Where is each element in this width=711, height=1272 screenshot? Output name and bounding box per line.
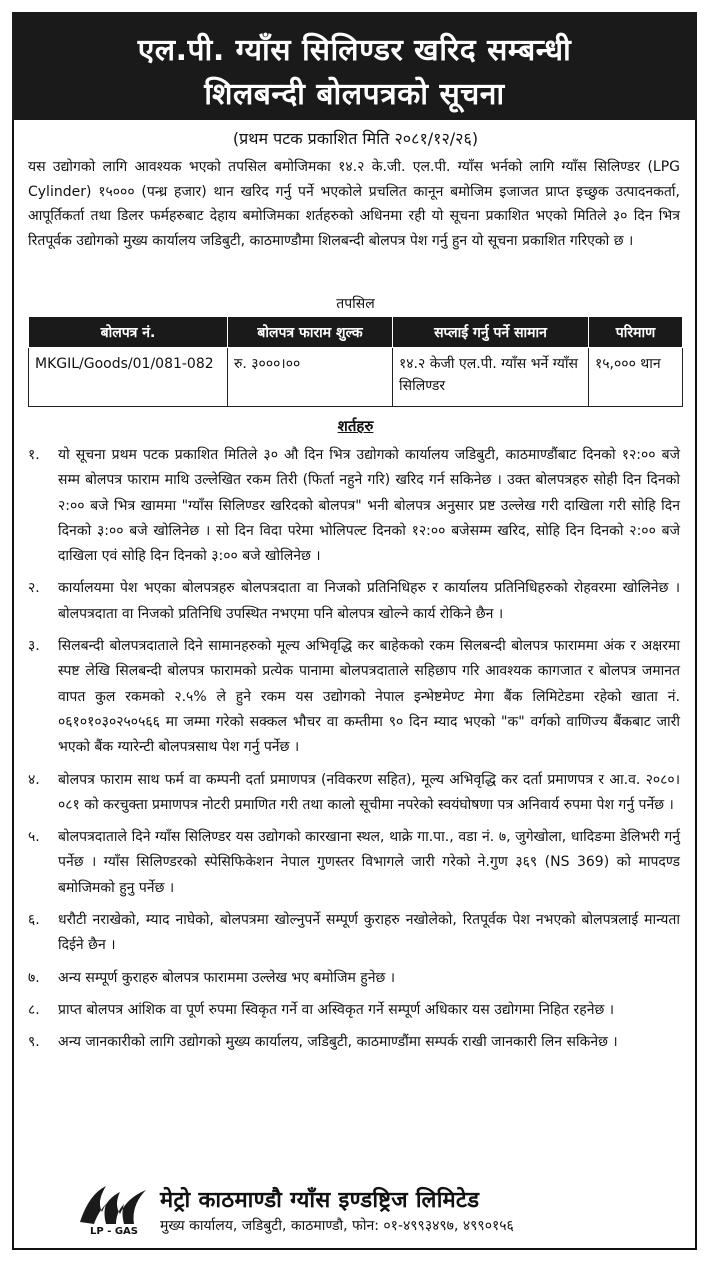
logo-lp-gas-text: LP - GAS <box>90 1226 138 1237</box>
term-text: अन्य सम्पूर्ण कुराहरु बोलपत्र फाराममा उल्लेख भए बमोजिम हुनेछ । <box>58 969 396 986</box>
header-bid-number: बोलपत्र नं. <box>29 317 228 348</box>
cell-bid-number: MKGIL/Goods/01/081-082 <box>29 348 228 407</box>
term-number: ७. <box>28 969 40 986</box>
company-logo <box>76 1182 150 1244</box>
term-number: ५. <box>28 829 40 846</box>
list-item <box>28 634 680 760</box>
table-header-row <box>29 317 683 348</box>
term-text: धरौटी नराखेको, म्याद नाघेको, बोलपत्रमा खोल्नुपर्ने सम्पूर्ण कुराहरु नखोलेको, रितपूर्वक पेश नभएको बोलपत्रलाई मान्यता दिईने छैन । <box>58 912 680 954</box>
company-address: मुख्य कार्यालय, जडिबुटी, काठमाण्डौ, फोन: ०१-४९९३४९७, ४९९०१५६ <box>160 1218 514 1234</box>
term-text: अन्य जानकारीको लागि उद्योगको मुख्य कार्यालय, जडिबुटी, काठमाण्डौंमा सम्पर्क राखी जानकारी लिन सकिनेछ । <box>58 1034 618 1051</box>
cell-form-fee: रु. ३०००।०० <box>228 348 393 407</box>
term-number: ३. <box>28 638 40 655</box>
term-text: बोलपत्रदाताले दिने ग्याँस सिलिण्डर यस उद्योगको कारखाना स्थल, थाक्रे गा.पा., वडा नं. ७, जुगेखोला, धादिङमा डेलिभरी गर्नु पर्नेछ । ग्याँस सिलिण्डरको स्पेसिफिकेशन नेपाल गुणस्तर विभागले जारी गरेको ने.गुण ३६९ (NS 369) को मापदण्ड बमोजिमको हुनु पर्नेछ । <box>58 829 680 896</box>
term-text: कार्यालयमा पेश भएका बोलपत्रहरु बोलपत्रदाता वा निजको प्रतिनिधिहरु र कार्यालय प्रतिनिधिहरुको रोहवरमा खोलिनेछ । बोलपत्रदाता वा निजको प्रतिनिधि उपस्थित नभएमा पनि बोलपत्र खोल्ने कार्य रोकिने छैन । <box>58 580 680 622</box>
list-item <box>28 443 680 569</box>
term-number: ९. <box>28 1034 40 1051</box>
schedule-label: तपसिल <box>336 296 375 312</box>
flame-m-icon <box>76 1182 150 1228</box>
cell-supply-item: १४.२ केजी एल.पी. ग्याँस भर्ने ग्याँस सिलिण्डर <box>393 348 589 407</box>
term-number: ४. <box>28 771 40 788</box>
list-item <box>28 576 680 627</box>
term-number: ६. <box>28 912 40 929</box>
header-quantity: परिमाण <box>589 317 683 348</box>
term-number: २. <box>28 580 40 597</box>
table-row <box>29 348 683 407</box>
intro-paragraph: यस उद्योगको लागि आवश्यक भएको तपसिल बमोजिमका १४.२ के.जी. एल.पी. ग्याँस भर्नको लागि ग्याँस सिलिण्डर (LPG Cylinder) १५००० (पन्ध्र हजार) थान खरिद गर्नु पर्ने भएकोले प्रचलित कानून बमोजिम इजाजत प्राप्त इच्छुक उत्पादनकर्ता, आपूर्तिकर्ता तथा डिलर फर्महरुबाट देहाय बमोजिमका शर्तहरुको अधिनमा रही यो सूचना प्रकाशित भएको मितिले ३० दिन भित्र रितपूर्वक उद्योगको मुख्य कार्यालय जडिबुटी, काठमाण्डौमा शिलबन्दी बोलपत्र पेश गर्नु हुन यो सूचना प्रकाशित गरिएको छ । <box>28 159 680 249</box>
list-item <box>28 998 680 1023</box>
list-item <box>28 825 680 901</box>
header-form-fee: बोलपत्र फाराम शुल्क <box>228 317 393 348</box>
term-text: सिलबन्दी बोलपत्रदाताले दिने सामानहरुको मूल्य अभिवृद्धि कर बाहेकको रकम सिलबन्दी बोलपत्र फाराममा अंक र अक्षरमा स्पष्ट लेखि सिलबन्दी बोलपत्र फारामको प्रत्येक पानामा बोलपत्रदाताले सहिछाप गरि आवश्यक कागजात र बोलपत्र जमानत वापत कुल रकमको २.५% ले हुने रकम यस उद्योगको नेपाल इन्भेष्टमेण्ट मेगा बैंक लिमिटेडमा रहेको खाता नं. ०६१०१०३०२५०५६६ मा जम्मा गरेको सक्कल भौचर वा कम्तीमा ९० दिन म्याद भएको "क" वर्गको वाणिज्य बैंकबाट जारी भएको बैंक ग्यारेन्टी बोलपत्रसाथ पेश गर्नु पर्नेछ । <box>58 638 680 756</box>
list-item <box>28 768 680 819</box>
list-item <box>28 1030 680 1055</box>
list-item <box>28 908 680 959</box>
list-item <box>28 966 680 991</box>
term-text: बोलपत्र फाराम साथ फर्म वा कम्पनी दर्ता प्रमाणपत्र (नविकरण सहित), मूल्य अभिवृद्धि कर दर्ता प्रमाणपत्र र आ.व. २०८०।०८१ को करचुक्ता प्रमाणपत्र नोटरी प्रमाणित गरी तथा कालो सूचीमा नपरेको स्वयंघोषणा पत्र अनिवार्य रुपमा पेश गर्नु पर्नेछ । <box>58 771 680 813</box>
term-text: यो सूचना प्रथम पटक प्रकाशित मितिले ३० औ दिन भित्र उद्योगको कार्यालय जडिबुटी, काठमाण्डौंबाट दिनको १२:०० बजे सम्म बोलपत्र फाराम माथि उल्लेखित रकम तिरी (फिर्ता नहुने गरि) खरिद गर्न सकिनेछ । उक्त बोलपत्रहरु सोही दिन दिनको २:०० बजे भित्र खाममा "ग्याँस सिलिण्डर खरिदको बोलपत्र" भनी बोलपत्र अनुसार प्रष्ट उल्लेख गरी दाखिला गरी सोहि दिन दिनको ३:०० बजे खोलिनेछ । सो दिन विदा परेमा भोलिपल्ट दिनको १२:०० बजेसम्म खरिद, सोहि दिन दिनको २:०० बजे दाखिला एवं सोहि दिन दिनको ३:०० बजे खोलिनेछ । <box>58 447 680 565</box>
term-number: ८. <box>28 1001 40 1018</box>
term-text: प्राप्त बोलपत्र आंशिक वा पूर्ण रुपमा स्विकृत गर्ने वा अस्विकृत गर्ने सम्पूर्ण अधिकार यस उद्योगमा निहित रहनेछ । <box>58 1001 615 1018</box>
notice-title-line-2: शिलबन्दी बोलपत्रको सूचना <box>204 77 505 112</box>
company-name: मेट्रो काठमाण्डौ ग्याँस इण्डष्ट्रिज लिमिटेड <box>160 1188 480 1213</box>
header-supply-item: सप्लाई गर्नु पर्ने सामान <box>393 317 589 348</box>
bid-schedule-table <box>28 316 683 407</box>
notice-title-line-1: एल.पी. ग्याँस सिलिण्डर खरिद सम्बन्धी <box>137 33 572 68</box>
terms-heading: शर्तहरु <box>337 417 374 435</box>
notice-footer <box>28 1182 688 1244</box>
terms-list <box>28 443 680 1063</box>
notice-header <box>12 12 697 120</box>
cell-quantity: १५,००० थान <box>589 348 683 407</box>
term-number: १. <box>28 447 40 463</box>
publication-date: (प्रथम पटक प्रकाशित मिति २०८१/१२/२६) <box>232 129 479 148</box>
